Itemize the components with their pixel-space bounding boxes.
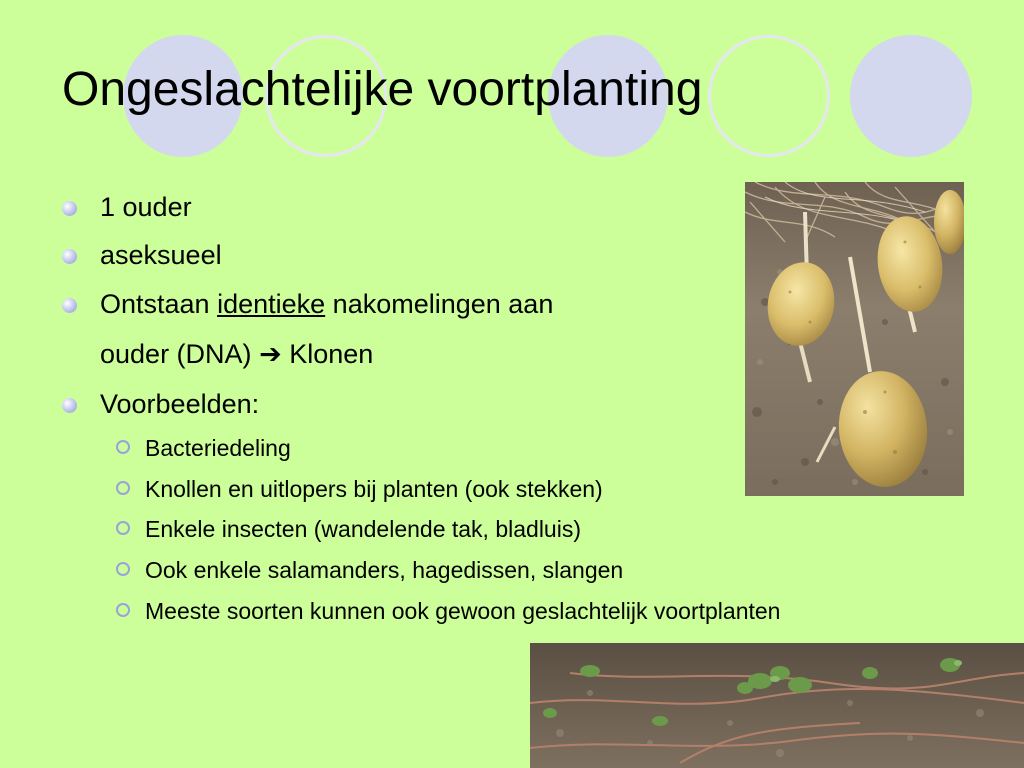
bullet-dot-icon (62, 201, 77, 216)
bullet-dot-icon (62, 249, 77, 264)
ring-bullet-icon (116, 481, 130, 495)
decor-circle-5 (850, 35, 972, 157)
bullet-dot-icon (62, 398, 77, 413)
underlined-word: identieke (217, 289, 326, 319)
sub-bullet-text: Meeste soorten kunnen ook gewoon geslachtelijk voortplanten (145, 598, 781, 624)
bullet-text: Voorbeelden: (100, 389, 260, 419)
bullet-text (100, 339, 373, 370)
bullet-text-part: Ontstaan (100, 289, 218, 319)
ring-bullet-icon (116, 521, 130, 535)
bullet-text-part: Klonen (281, 339, 374, 369)
bullet-text: 1 ouder (100, 192, 192, 222)
bullet-text: aseksueel (100, 240, 222, 270)
arrow-right-icon: ➔ (259, 339, 282, 369)
bullet-text (100, 289, 553, 320)
sub-bullet-text: Bacteriedeling (145, 435, 291, 461)
bullet-dot-icon (62, 298, 77, 313)
ring-bullet-icon (116, 440, 130, 454)
sub-bullet-text: Ook enkele salamanders, hagedissen, slangen (145, 557, 624, 583)
slide-title: Ongeslachtelijke voortplanting (62, 63, 703, 116)
potato-tubers-photo (745, 182, 964, 496)
sub-bullet-text: Knollen en uitlopers bij planten (ook stekken) (145, 476, 603, 502)
decor-circle-4 (708, 35, 830, 157)
bullet-text-part: nakomelingen aan (325, 289, 554, 319)
ring-bullet-icon (116, 603, 130, 617)
plant-runners-photo (530, 643, 1024, 768)
ring-bullet-icon (116, 562, 130, 576)
bullet-text-part: ouder (DNA) (100, 339, 252, 369)
sub-bullet-text: Enkele insecten (wandelende tak, bladluis) (145, 516, 581, 542)
